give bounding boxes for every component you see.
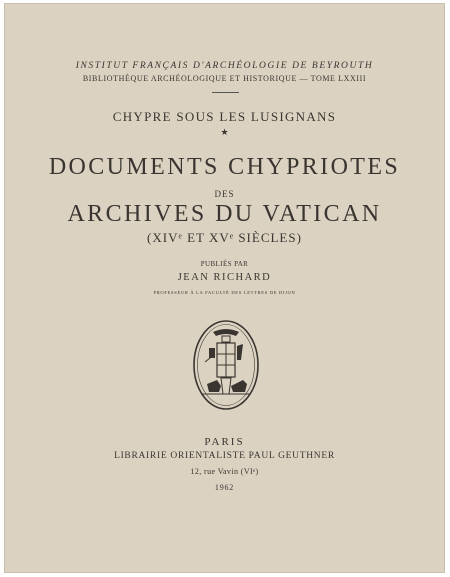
main-title-line-2: ARCHIVES DU VATICAN <box>67 201 382 227</box>
publisher-name: LIBRAIRIE ORIENTALISTE PAUL GEUTHNER <box>114 451 335 461</box>
institution-name: INSTITUT FRANÇAIS D'ARCHÉOLOGIE DE BEYROUTH <box>75 61 374 71</box>
library-series: BIBLIOTHÈQUE ARCHÉOLOGIQUE ET HISTORIQUE — TOME LXXIII <box>82 74 367 83</box>
main-title-line-1: DOCUMENTS CHYPRIOTES <box>48 154 401 180</box>
published-by: PUBLIÉS PAR <box>200 260 249 268</box>
title-connector: DES <box>214 189 235 199</box>
author-name: JEAN RICHARD <box>177 272 272 283</box>
star-icon: ★ <box>220 127 229 137</box>
series-title: CHYPRE SOUS LES LUSIGNANS <box>112 109 337 124</box>
centuries-subtitle: (XIVᵉ ET XVᵉ SIÈCLES) <box>147 230 302 245</box>
publication-year: 1962 <box>214 483 235 492</box>
publisher-city: PARIS <box>204 436 245 448</box>
publisher-address: 12, rue Vavin (VIᵉ) <box>190 467 259 476</box>
seal-emblem-icon <box>191 318 261 412</box>
title-page <box>4 3 445 573</box>
author-affiliation: PROFESSEUR À LA FACULTÉ DES LETTRES DE DIJON <box>153 290 296 295</box>
divider-rule <box>212 92 239 93</box>
